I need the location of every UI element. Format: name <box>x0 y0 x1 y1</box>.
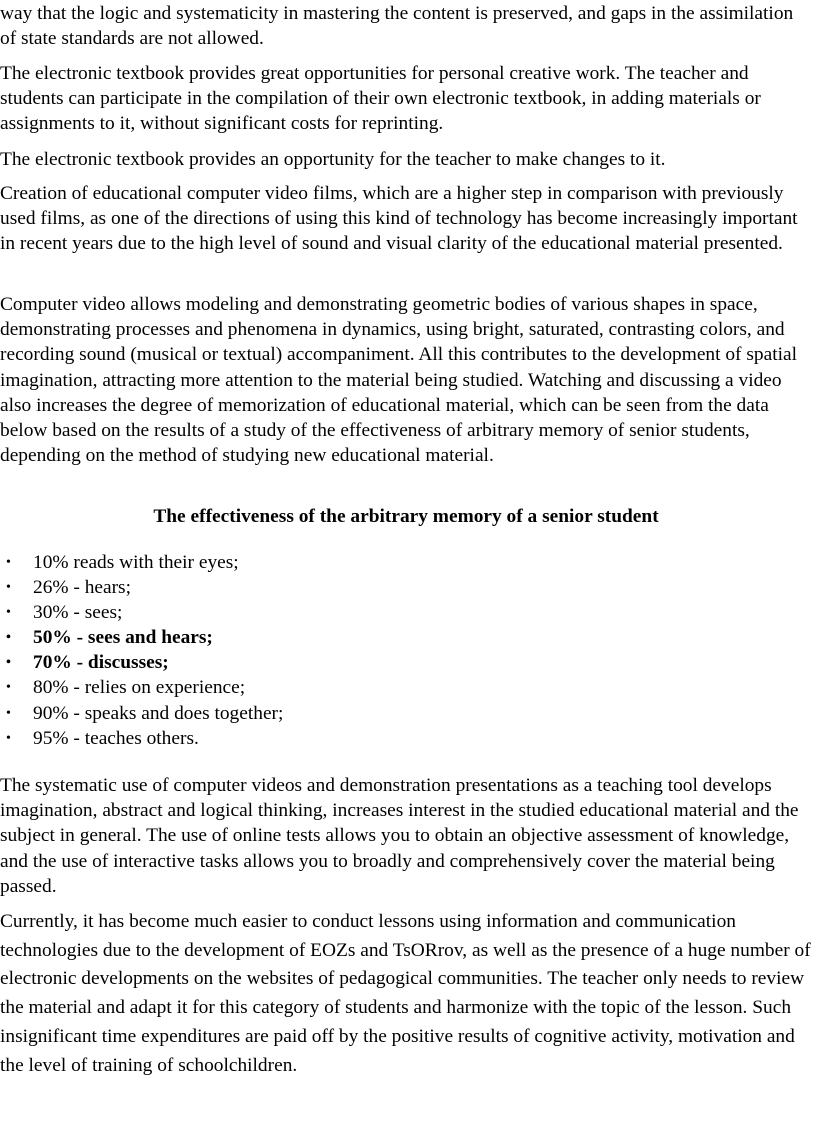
list-item <box>0 650 283 675</box>
list-item-text: 90% - speaks and does together; <box>33 702 284 724</box>
paragraph-creative-work: The electronic textbook provides great opportunities for personal creative work. The teacher and students can participate in the compilation of their own electronic textbook, in adding materials or assignments to it, without significant costs for reprinting. <box>0 63 761 135</box>
list-item <box>0 726 283 751</box>
list-item-text: 70% - discusses; <box>33 652 169 674</box>
paragraph-computer-video: Computer video allows modeling and demonstrating geometric bodies of various shapes in space, demonstrating processes and phenomena in dynamics, using bright, saturated, contrasting colors, and recording sound (musical or textual) accompaniment. All this contributes to the development of spatial imagination, attracting more attention to the material being studied. Watching and discussing a video also increases the degree of memorization of educational material, which can be seen from the data below based on the results of a study of the effectiveness of arbitrary memory of senior students, depending on the method of studying new educational material. <box>0 294 797 467</box>
list-item <box>0 575 283 600</box>
list-item-text: 95% - teaches others. <box>33 727 199 749</box>
list-item-text: 10% reads with their eyes; <box>33 552 239 573</box>
list-item <box>0 600 283 625</box>
memory-effectiveness-heading: The effectiveness of the arbitrary memory of a senior student <box>153 506 659 527</box>
bullet-icon: • <box>6 555 11 570</box>
list-item <box>0 550 283 575</box>
bullet-icon: • <box>6 680 11 696</box>
memory-effectiveness-list <box>0 550 283 751</box>
bullet-icon: • <box>6 630 11 646</box>
list-item <box>0 675 283 700</box>
bullet-icon: • <box>6 655 11 671</box>
list-item-text: 50% - sees and hears; <box>33 627 213 649</box>
bullet-icon: • <box>6 705 11 721</box>
list-item-text: 26% - hears; <box>33 577 131 599</box>
paragraph-video-films: Creation of educational computer video films, which are a higher step in comparison with previously used films, as one of the directions of using this kind of technology has become increasingly important in recent years due to the high level of sound and visual clarity of the educational material presented. <box>0 183 798 255</box>
paragraph-systematic-use: The systematic use of computer videos and demonstration presentations as a teaching tool develops imagination, abstract and logical thinking, increases interest in the studied educational material and the subject in general. The use of online tests allows you to obtain an objective assessment of knowledge, and the use of interactive tasks allows you to broadly and comprehensively cover the material being passed. <box>0 775 799 897</box>
list-item-text: 30% - sees; <box>33 602 123 624</box>
paragraph-teacher-changes: The electronic textbook provides an opportunity for the teacher to make changes to it. <box>0 149 666 170</box>
bullet-icon: • <box>6 605 11 621</box>
list-item <box>0 625 283 650</box>
bullet-icon: • <box>6 580 11 596</box>
list-item-text: 80% - relies on experience; <box>33 677 246 699</box>
bullet-icon: • <box>6 730 11 746</box>
paragraph-logic-systematicity: way that the logic and systematicity in mastering the content is preserved, and gaps in the assimilation of state standards are not allowed. <box>0 3 794 50</box>
paragraph-ict-lessons: Currently, it has become much easier to conduct lessons using information and communication technologies due to the development of EOZs and TsORrov, as well as the presence of a huge number of electronic developments on the websites of pedagogical communities. The teacher only needs to review the material and adapt it for this category of students and harmonize with the topic of the lesson. Such insignificant time expenditures are paid off by the positive results of cognitive activity, motivation and the level of training of schoolchildren. <box>0 911 811 1076</box>
list-item <box>0 701 283 726</box>
